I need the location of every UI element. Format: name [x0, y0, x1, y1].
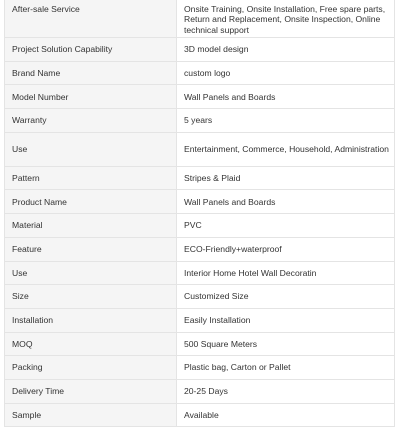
spec-label: Use [5, 132, 177, 166]
spec-value: Interior Home Hotel Wall Decoratin [177, 261, 395, 285]
spec-value: Entertainment, Commerce, Household, Administration [177, 132, 395, 166]
spec-row-sample [5, 403, 395, 427]
spec-label: Warranty [5, 109, 177, 133]
spec-value: Wall Panels and Boards [177, 85, 395, 109]
spec-row-feature [5, 237, 395, 261]
spec-value: PVC [177, 214, 395, 238]
spec-value: 500 Square Meters [177, 332, 395, 356]
spec-value: Easily Installation [177, 308, 395, 332]
product-spec-table [4, 0, 395, 427]
spec-value: 20-25 Days [177, 379, 395, 403]
spec-row-model-number [5, 85, 395, 109]
spec-value: Stripes & Plaid [177, 166, 395, 190]
spec-row-delivery-time [5, 379, 395, 403]
spec-label: Model Number [5, 85, 177, 109]
spec-row-use-interior [5, 261, 395, 285]
spec-row-product-name [5, 190, 395, 214]
spec-value: Available [177, 403, 395, 427]
spec-row-use [5, 132, 395, 166]
spec-label: Sample [5, 403, 177, 427]
spec-label: Size [5, 285, 177, 309]
spec-value: Onsite Training, Onsite Installation, Free spare parts, Return and Replacement, Onsite Inspection, Online technical support [177, 0, 395, 38]
spec-value: Wall Panels and Boards [177, 190, 395, 214]
spec-row-brand-name [5, 61, 395, 85]
spec-value: ECO-Friendly+waterproof [177, 237, 395, 261]
spec-row-packing [5, 356, 395, 380]
spec-value: custom logo [177, 61, 395, 85]
spec-row-installation [5, 308, 395, 332]
spec-row-pattern [5, 166, 395, 190]
spec-value: Customized Size [177, 285, 395, 309]
spec-label: Product Name [5, 190, 177, 214]
spec-row-size [5, 285, 395, 309]
spec-label: MOQ [5, 332, 177, 356]
spec-label: Feature [5, 237, 177, 261]
spec-label: Project Solution Capability [5, 38, 177, 62]
spec-label: Pattern [5, 166, 177, 190]
spec-value: Plastic bag, Carton or Pallet [177, 356, 395, 380]
spec-label: After-sale Service [5, 0, 177, 38]
spec-row-material [5, 214, 395, 238]
spec-label: Installation [5, 308, 177, 332]
spec-value: 5 years [177, 109, 395, 133]
spec-label: Use [5, 261, 177, 285]
spec-label: Brand Name [5, 61, 177, 85]
spec-label: Delivery Time [5, 379, 177, 403]
spec-value: 3D model design [177, 38, 395, 62]
spec-label: Material [5, 214, 177, 238]
spec-label: Packing [5, 356, 177, 380]
spec-row-after-sale-service [5, 0, 395, 38]
spec-row-project-solution-capability [5, 38, 395, 62]
spec-row-warranty [5, 109, 395, 133]
spec-row-moq [5, 332, 395, 356]
